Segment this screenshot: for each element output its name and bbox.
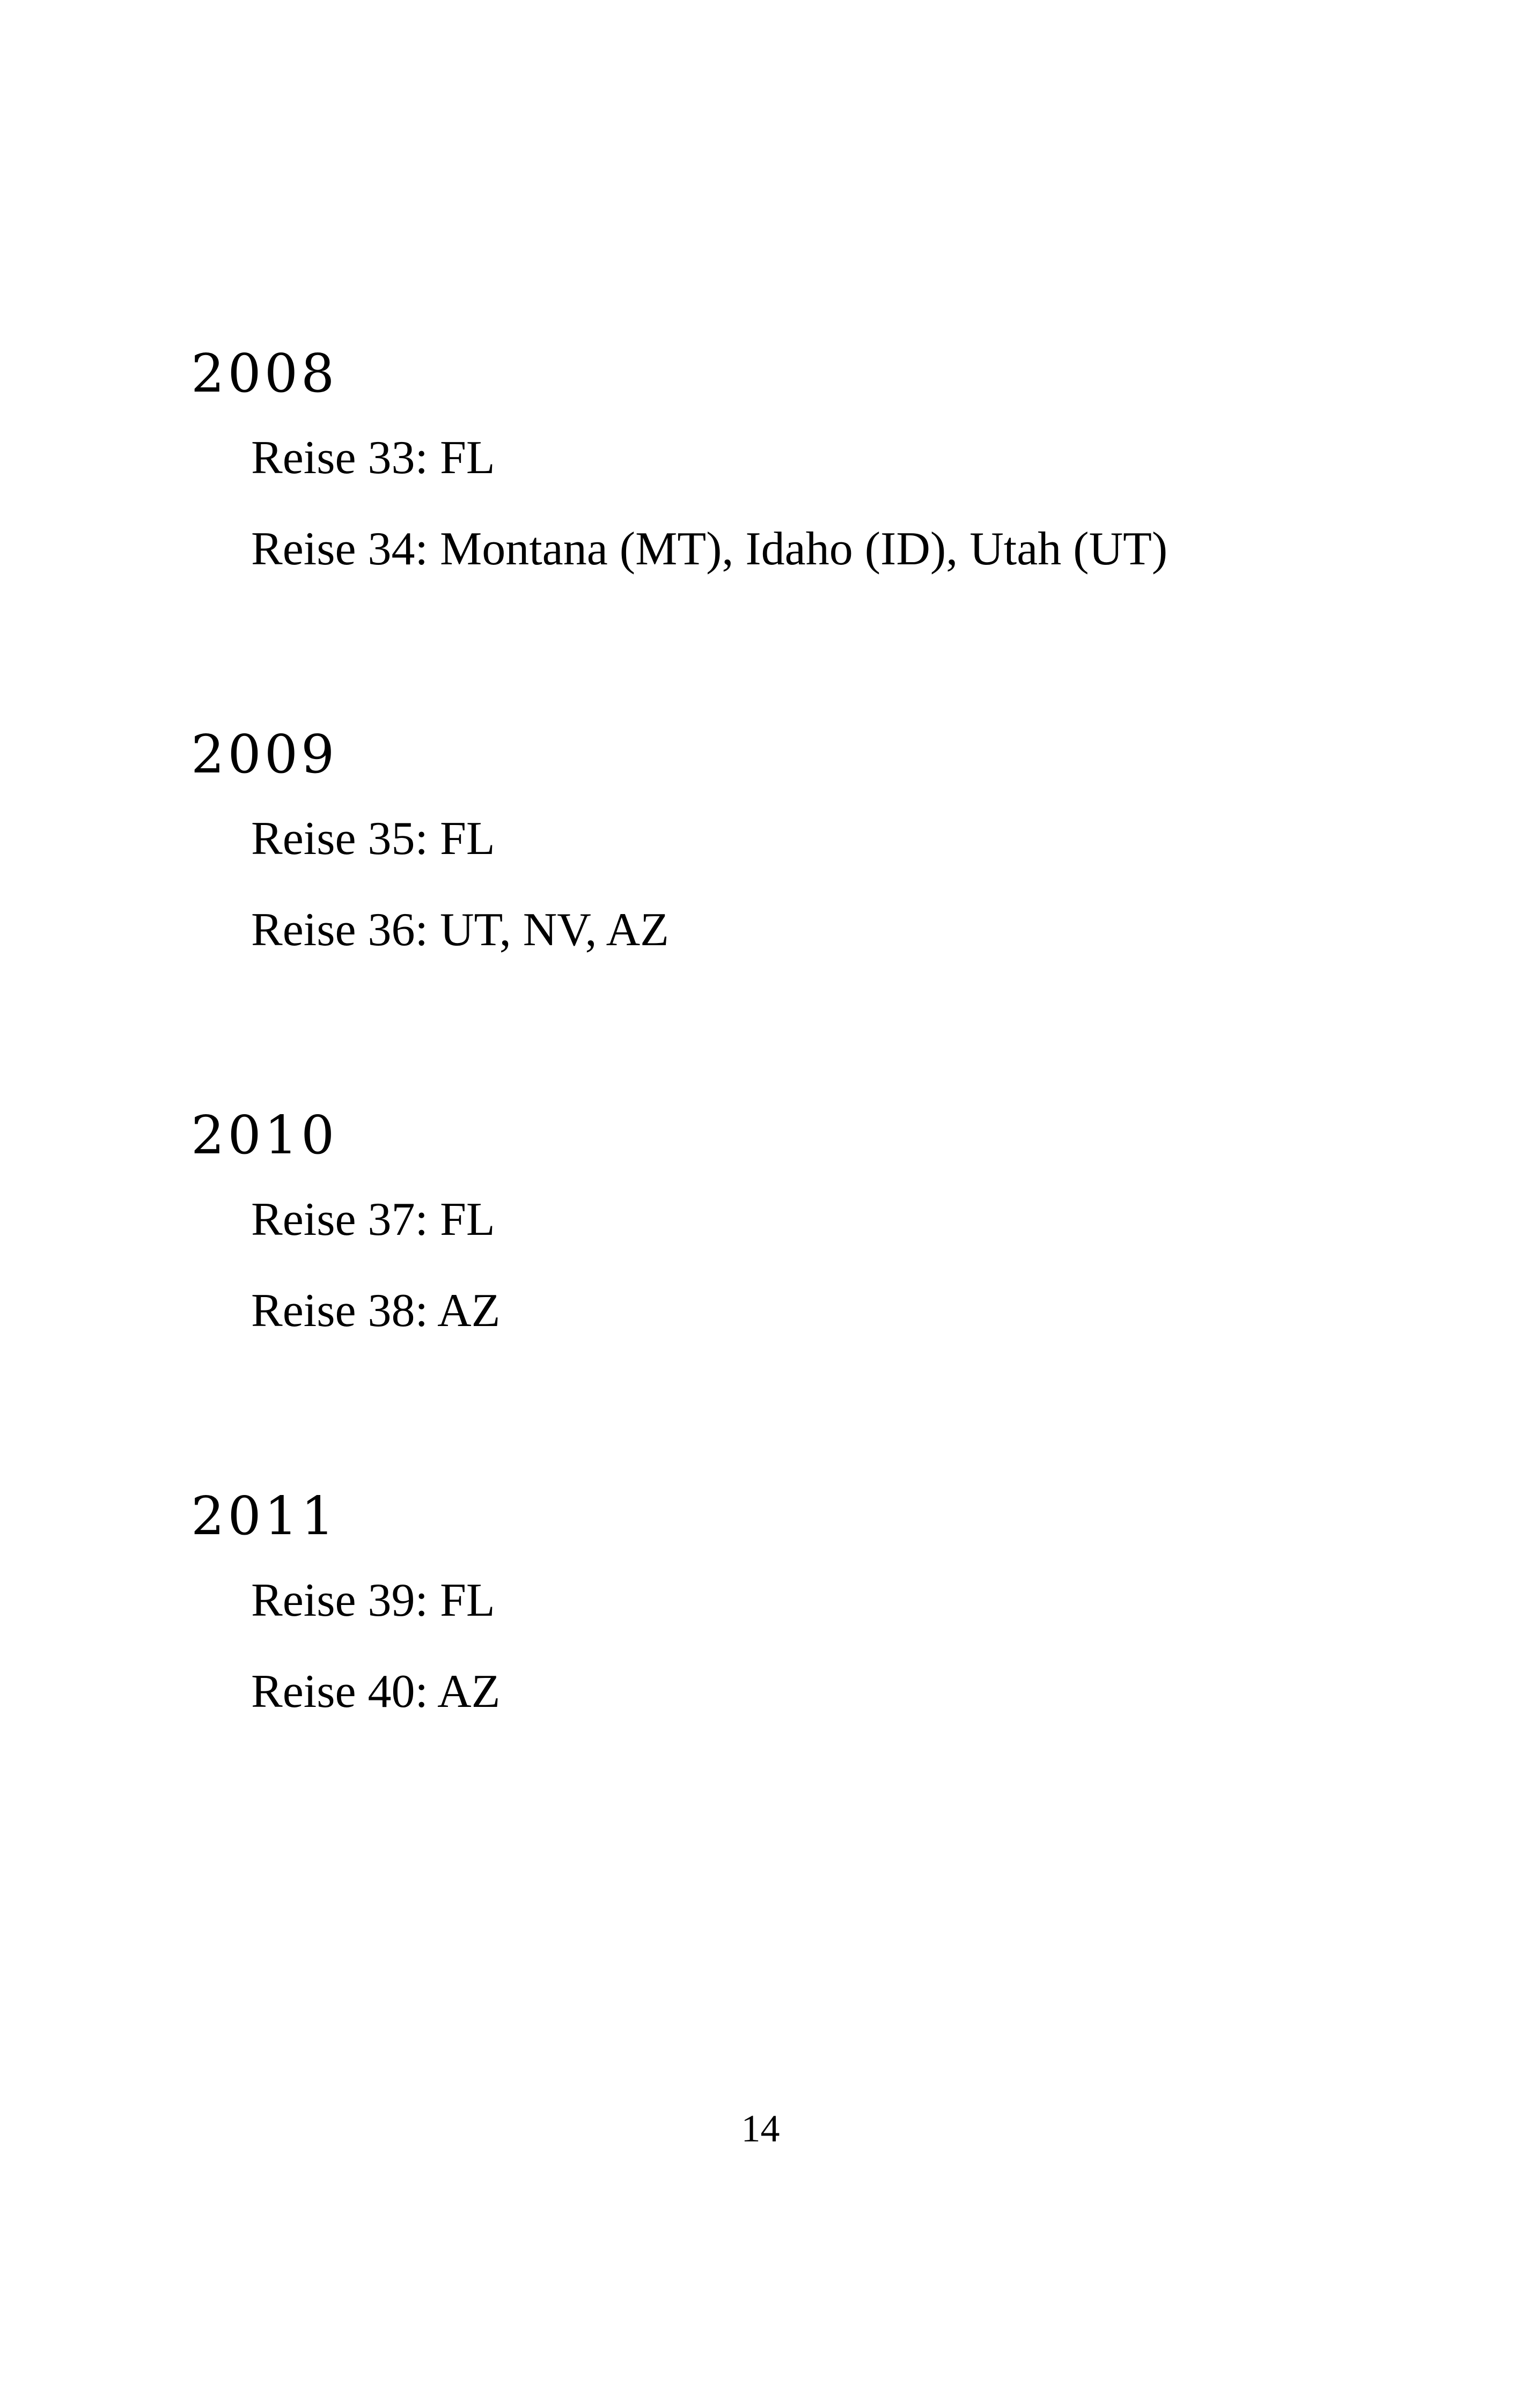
year-heading-2010: 2010 <box>191 1105 338 1166</box>
trip-entry: Reise 38: AZ <box>251 1285 501 1337</box>
year-heading-2008: 2008 <box>191 343 338 404</box>
trip-entry: Reise 33: FL <box>251 432 495 484</box>
trip-entry: Reise 35: FL <box>251 813 495 865</box>
trip-entry: Reise 39: FL <box>251 1574 495 1626</box>
trip-entry: Reise 34: Montana (MT), Idaho (ID), Utah (UT) <box>251 523 1168 575</box>
trip-entry: Reise 37: FL <box>251 1194 495 1246</box>
year-heading-2009: 2009 <box>191 724 338 785</box>
year-heading-2011: 2011 <box>191 1486 338 1547</box>
page-number: 14 <box>741 2107 780 2150</box>
trip-entry: Reise 40: AZ <box>251 1666 501 1718</box>
trip-entry: Reise 36: UT, NV, AZ <box>251 904 669 956</box>
